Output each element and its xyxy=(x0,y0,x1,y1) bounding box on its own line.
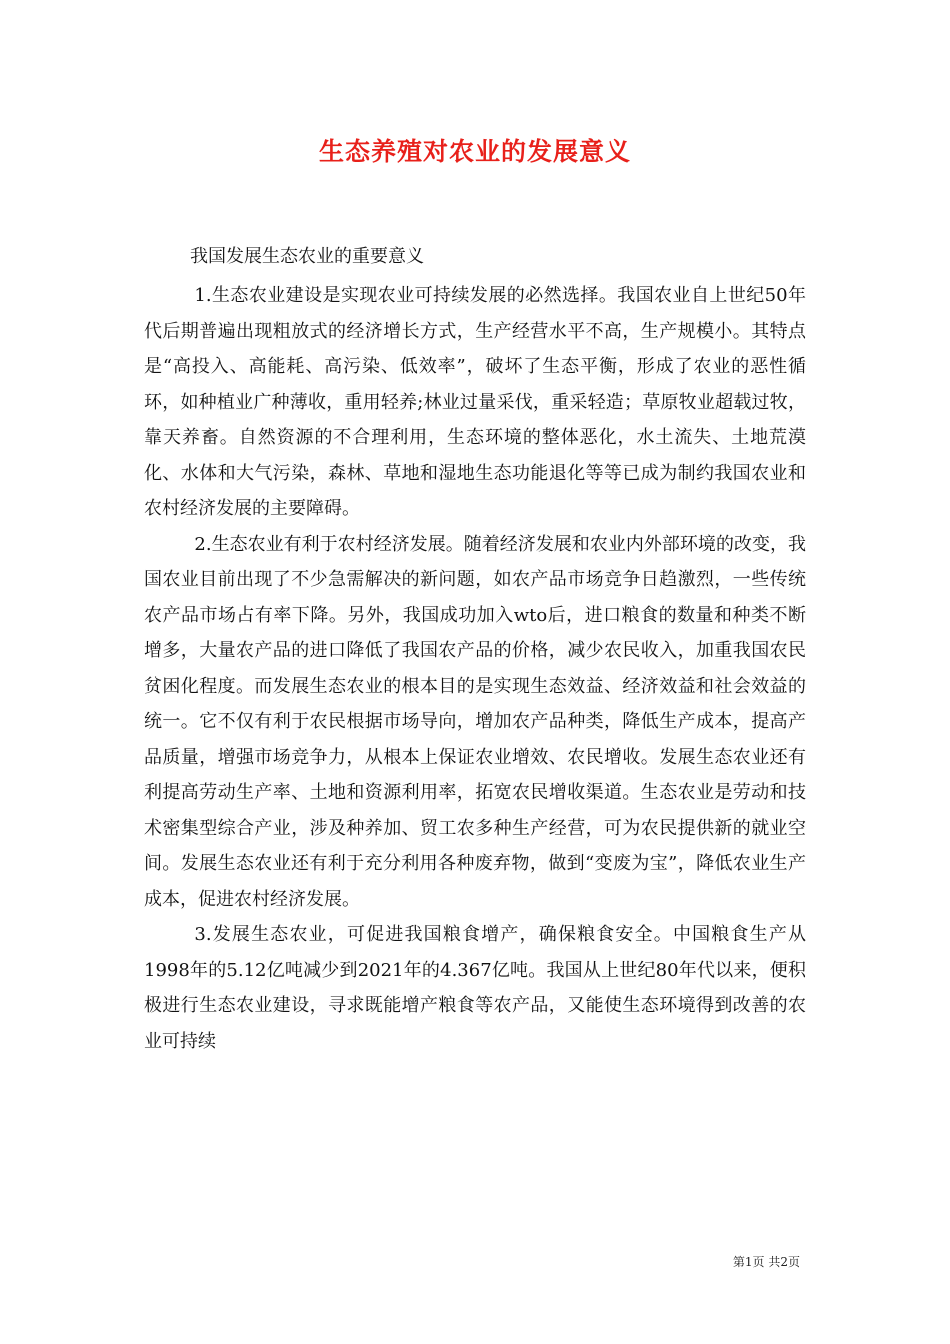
paragraph-3: 3.发展生态农业，可促进我国粮食增产，确保粮食安全。中国粮食生产从1998年的5.12亿吨减少到2021年的4.367亿吨。我国从上世纪80年代以来，便积极进行生态农业建设，寻求既能增产粮食等农产品，又能使生态环境得到改善的农业可持续 xyxy=(144,924,806,1052)
page-number: 第1页 共2页 xyxy=(732,1255,800,1269)
document-title: 生态养殖对农业的发展意义 xyxy=(318,137,631,166)
section-heading: 我国发展生态农业的重要意义 xyxy=(190,246,424,267)
document-body xyxy=(144,244,806,1059)
paragraph-1: 1.生态农业建设是实现农业可持续发展的必然选择。我国农业自上世纪50年代后期普遍出现粗放式的经济增长方式，生产经营水平不高，生产规模小。其特点是“高投入、高能耗、高污染、低效率”，破坏了生态平衡，形成了农业的恶性循环，如种植业广种薄收，重用轻养;林业过量采伐，重采轻造；草原牧业超载过牧，靠天养畜。自然资源的不合理利用，生态环境的整体恶化，水土流失、土地荒漠化、水体和大气污染，森林、草地和湿地生态功能退化等等已成为制约我国农业和农村经济发展的主要障碍。 xyxy=(144,285,806,519)
paragraph-2: 2.生态农业有利于农村经济发展。随着经济发展和农业内外部环境的改变，我国农业目前出现了不少急需解决的新问题，如农产品市场竞争日趋激烈，一些传统农产品市场占有率下降。另外，我国成功加入wto后，进口粮食的数量和种类不断增多，大量农产品的进口降低了我国农产品的价格，减少农民收入，加重我国农民贫困化程度。而发展生态农业的根本目的是实现生态效益、经济效益和社会效益的统一。它不仅有利于农民根据市场导向，增加农产品种类，降低生产成本，提高产品质量，增强市场竞争力，从根本上保证农业增效、农民增收。发展生态农业还有利提高劳动生产率、土地和资源利用率，拓宽农民增收渠道。生态农业是劳动和技术密集型综合产业，涉及种养加、贸工农多种生产经营，可为农民提供新的就业空间。发展生态农业还有利于充分利用各种废弃物，做到“变废为宝”，降低农业生产成本，促进农村经济发展。 xyxy=(144,533,806,910)
